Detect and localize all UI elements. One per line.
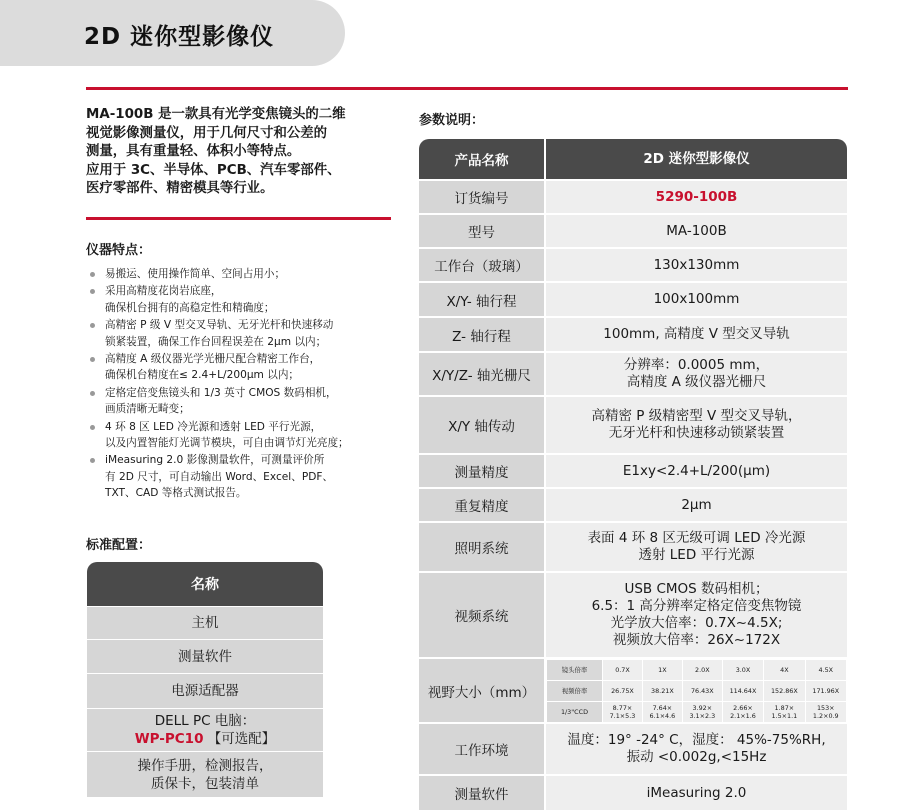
top-divider	[86, 87, 848, 90]
table-row: X/Y 轴传动 高精密 P 级精密型 V 型交叉导轨， 无牙光杆和快速移动锁紧装置	[419, 397, 847, 455]
table-row: 照明系统 表面 4 环 8 区无级可调 LED 冷光源 透射 LED 平行光源	[419, 523, 847, 573]
params-table	[419, 139, 847, 812]
table-row: X/Y/Z- 轴光栅尺 分辨率：0.0005 mm， 高精度 A 级仪器光栅尺	[419, 353, 847, 397]
table-row: 型号 MA-100B	[419, 215, 847, 249]
features-list	[86, 266, 396, 503]
table-row: 测量软件	[87, 639, 323, 673]
list-item: 易搬运、使用操作简单、空间占用小；	[86, 266, 396, 282]
table-row: 产品名称 2D 迷你型影像仪	[419, 139, 847, 181]
table-row: 订货编号 5290-100B	[419, 181, 847, 215]
list-item: 采用高精度花岗岩底座， 确保机台拥有的高稳定性和精确度；	[86, 283, 396, 316]
params-title: 参数说明：	[419, 113, 485, 128]
table-row: 测量软件 iMeasuring 2.0	[419, 776, 847, 812]
config-table	[87, 562, 323, 797]
fov-lens-row: 镜头倍率 0.7X 1X 2.0X 3.0X 4X 4.5X	[547, 659, 847, 680]
page-title: 2D 迷你型影像仪	[84, 24, 275, 50]
table-row: X/Y- 轴行程 100x100mm	[419, 283, 847, 318]
table-row: 电源适配器	[87, 673, 323, 708]
list-item: 高精密 P 级 V 型交叉导轨、无牙光杆和快速移动 锁紧装置，确保工作台回程误差在 2μm 以内；	[86, 317, 396, 350]
table-row: 视频系统 USB CMOS 数码相机； 6.5：1 高分辨率定格定倍变焦物镜 光学放大倍率：0.7X~4.5X; 视频放大倍率：26X~172X	[419, 573, 847, 659]
list-item: 4 环 8 区 LED 冷光源和透射 LED 平行光源， 以及内置智能灯光调节模块，可自由调节灯光亮度；	[86, 419, 396, 452]
list-item: 定格定倍变焦镜头和 1/3 英寸 CMOS 数码相机， 画质清晰无畸变；	[86, 385, 396, 418]
fov-video-row: 视频倍率 26.75X 38.21X 76.43X 114.64X 152.86X 171.96X	[547, 680, 847, 701]
features-title: 仪器特点：	[86, 243, 152, 258]
table-row: 视野大小（mm） 镜头倍率 0.7X 1X 2.0X 3.0X 4X 4.5X 视频倍率 26.75X 38.21X 76.43X 114.64X 152.86X 171.96X 1/3"CCD 8.77× 7.1×5.3 7.64× 6.1×4.6 3.92× 3.1×2.3 2.66× 2.1×1.6 1.87× 1.5×1.1 153× 1.2×0.9	[419, 659, 847, 724]
fov-ccd-row: 1/3"CCD 8.77× 7.1×5.3 7.64× 6.1×4.6 3.92× 3.1×2.3 2.66× 2.1×1.6 1.87× 1.5×1.1 153× 1.2×0.9	[547, 701, 847, 722]
section-divider	[86, 217, 391, 220]
table-row: 测量精度 E1xy<2.4+L/200(μm)	[419, 455, 847, 489]
table-row: 操作手册，检测报告， 质保卡，包装清单	[87, 751, 323, 797]
list-item: 高精度 A 级仪器光学光栅尺配合精密工作台， 确保机台精度在≤ 2.4+L/200μm 以内；	[86, 351, 396, 384]
fov-table	[546, 659, 847, 723]
table-row: 工作环境 温度：19° -24° C，湿度： 45%-75%RH, 振动 <0.002g,<15Hz	[419, 724, 847, 776]
intro-paragraph: MA-100B 是一款具有光学变焦镜头的二维 视觉影像测量仪，用于几何尺寸和公差的 测量，具有重量轻、体积小等特点。 应用于 3C、半导体、PCB、汽车零部件、 医疗零部件、精密模具等行业。	[86, 107, 346, 197]
table-row: 主机	[87, 606, 323, 639]
list-item: iMeasuring 2.0 影像测量软件，可测量评价所 有 2D 尺寸，可自动输出 Word、Excel、PDF、 TXT、CAD 等格式测试报告。	[86, 452, 396, 501]
table-row: DELL PC 电脑： WP-PC10 【可选配】	[87, 708, 323, 751]
table-row: 工作台（玻璃） 130x130mm	[419, 249, 847, 283]
title-banner	[0, 0, 345, 66]
table-row: 重复精度 2μm	[419, 489, 847, 523]
config-header: 名称	[87, 562, 323, 606]
table-row: Z- 轴行程 100mm, 高精度 V 型交叉导轨	[419, 318, 847, 353]
config-title: 标准配置：	[86, 538, 152, 553]
